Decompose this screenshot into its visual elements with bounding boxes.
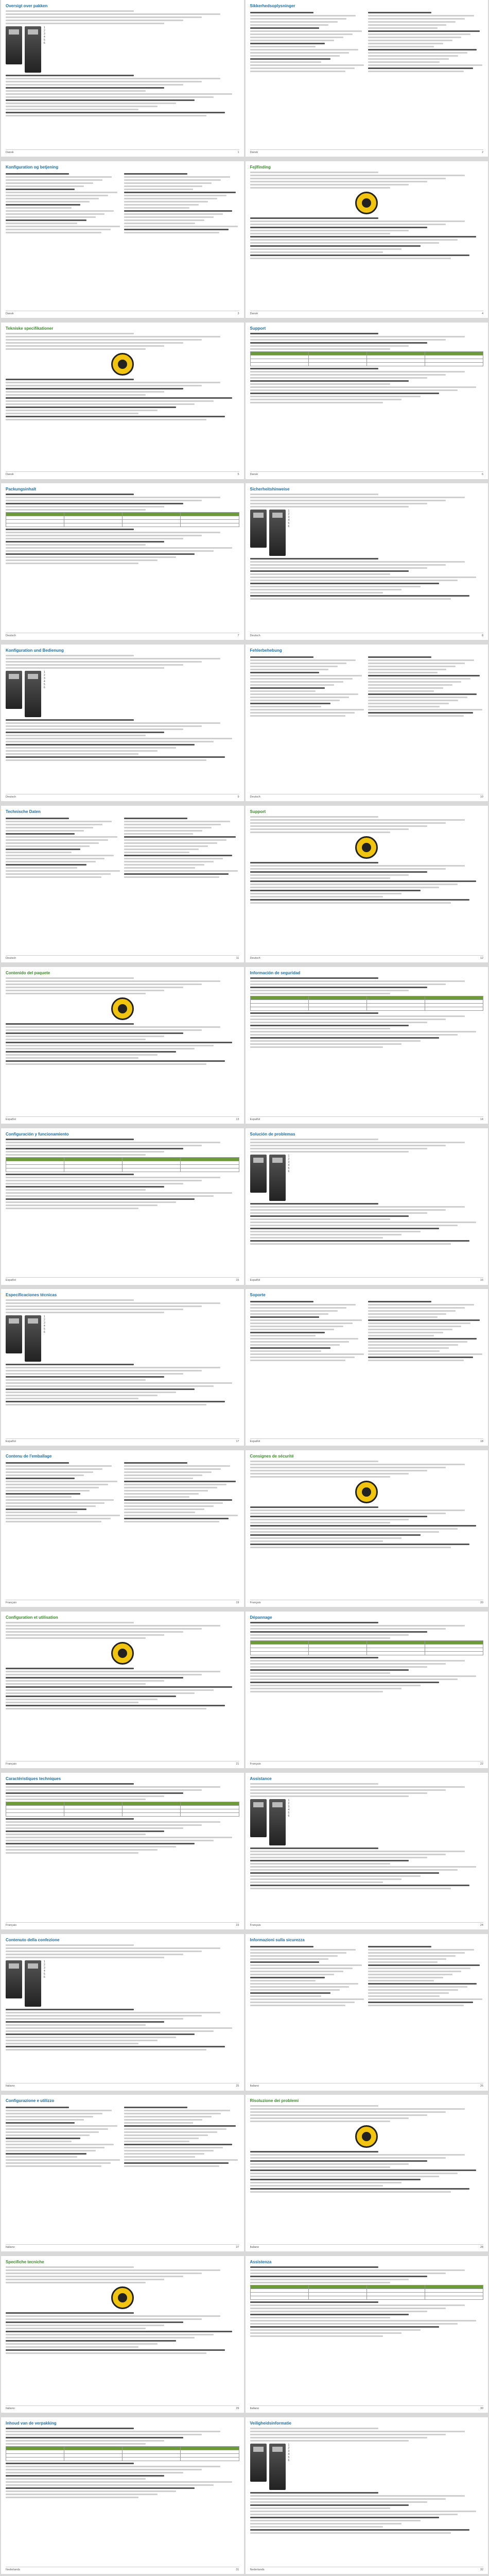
device-illustration [6, 1960, 22, 1998]
device-figure [250, 1799, 484, 1845]
page-title: Contenuto della confezione [6, 1937, 60, 1942]
spec-table [6, 2446, 239, 2461]
device-illustration [6, 1315, 22, 1353]
warning-icon [355, 2125, 378, 2148]
page-number: 29 [236, 2406, 239, 2410]
page-spread [0, 161, 489, 321]
text-block [6, 655, 239, 669]
text-block [250, 1203, 484, 1245]
manual-page-left [1, 1289, 244, 1446]
footer-language: Español [6, 1279, 16, 1282]
text-block [6, 2463, 239, 2498]
manual-page-left [1, 1773, 244, 1929]
page-title: Sicherheitshinweise [250, 487, 290, 492]
page-number: 26 [480, 2084, 483, 2088]
text-block [6, 1944, 239, 1958]
manual-page-right [246, 1934, 488, 2091]
text-block [250, 1139, 484, 1153]
page-spread [0, 323, 489, 482]
page-spread [0, 483, 489, 643]
page-number: 15 [236, 1279, 239, 1282]
page-title: Risoluzione dei problemi [250, 2098, 299, 2104]
device-figure [250, 1155, 484, 1201]
footer-language: Español [250, 1117, 260, 1121]
page-number: 1 [237, 150, 239, 154]
page-number: 19 [236, 1601, 239, 1604]
page-title: Contenu de l'emballage [6, 1454, 52, 1459]
device-figure [250, 2444, 484, 2490]
text-block [6, 2428, 239, 2445]
warning-icon [111, 997, 134, 1020]
footer-language: Deutsch [6, 634, 16, 638]
manual-page-left [1, 323, 244, 479]
page-spread [0, 2256, 489, 2416]
page-number: 18 [480, 1440, 483, 1444]
footer-language: Deutsch [250, 956, 260, 960]
page-footer [6, 312, 239, 316]
page-number: 10 [480, 795, 483, 799]
manual-page-right [246, 0, 488, 157]
footer-language: Français [250, 1762, 261, 1766]
page-number: 5 [237, 473, 239, 477]
footer-language: Italiano [250, 2084, 259, 2088]
page-title: Configurazione e utilizzo [6, 2098, 55, 2104]
text-block [250, 2151, 484, 2193]
text-block [250, 2428, 484, 2442]
page-footer [6, 2568, 239, 2572]
page-title: Dépannage [250, 1615, 272, 1620]
footer-language: Dansk [6, 312, 14, 315]
page-footer [250, 2246, 484, 2249]
spec-table [6, 1802, 239, 1817]
text-block [124, 173, 239, 233]
page-spread [0, 1612, 489, 1771]
figure-callouts: 1 2 3 4 5 6 [288, 510, 290, 529]
manual-page-right [246, 161, 488, 318]
figure-callouts: 1 2 3 4 5 6 [44, 671, 45, 690]
page-number: 2 [481, 150, 483, 154]
page-number: 20 [480, 1601, 483, 1604]
footer-language: Italiano [250, 2406, 259, 2410]
manual-page-right [246, 1289, 488, 1446]
device-figure [6, 26, 239, 73]
manual-page-right [246, 1773, 488, 1929]
page-title: Solución de problemas [250, 1131, 295, 1137]
manual-page-left [1, 2095, 244, 2251]
text-block [6, 10, 239, 24]
manual-page-right [246, 645, 488, 801]
text-block [124, 1462, 239, 1522]
page-title: Informazioni sulla sicurezza [250, 1937, 305, 1942]
text-block [250, 1657, 484, 1692]
page-title: Oversigt over pakken [6, 4, 48, 8]
page-title: Fejlfinding [250, 164, 271, 170]
manual-page-right [246, 967, 488, 1124]
footer-language: Español [6, 1440, 16, 1444]
manual-page-left [1, 2256, 244, 2413]
spec-table [250, 2285, 484, 2300]
device-illustration [25, 26, 41, 73]
text-block [250, 12, 365, 72]
text-block [6, 1299, 239, 1313]
footer-language: Dansk [250, 473, 258, 477]
device-illustration [250, 510, 267, 548]
page-footer [250, 1601, 484, 1605]
text-block [6, 75, 239, 116]
footer-language: Español [250, 1440, 260, 1444]
text-block [6, 379, 239, 420]
text-block [6, 719, 239, 761]
footer-language: Nederlands [250, 2568, 265, 2571]
text-block [124, 818, 239, 878]
figure-callouts: 1 2 3 4 5 6 [44, 26, 45, 45]
page-title: Sikkerhedsoplysninger [250, 4, 295, 8]
page-footer [6, 1924, 239, 1927]
text-block [250, 816, 484, 833]
page-spread [0, 1289, 489, 1449]
page-spread [0, 1128, 489, 1288]
text-block [6, 818, 121, 878]
manual-page-left [1, 0, 244, 157]
text-block [250, 172, 484, 189]
figure-callouts: 1 2 3 4 5 6 [288, 1154, 290, 1173]
text-block [250, 656, 365, 717]
manual-page-right [246, 2417, 488, 2574]
manual-page-right [246, 806, 488, 962]
text-block [250, 1461, 484, 1478]
page-title: Fehlerbehebung [250, 648, 282, 653]
text-block [6, 333, 239, 350]
text-block [250, 2492, 484, 2534]
page-footer [6, 473, 239, 477]
text-block [6, 2266, 239, 2283]
spec-table [6, 512, 239, 527]
page-spread [0, 0, 489, 160]
device-illustration [6, 671, 22, 709]
footer-language: Italiano [250, 2246, 259, 2249]
manual-page-left [1, 1934, 244, 2091]
page-title: Veiligheidsinformatie [250, 2421, 291, 2426]
page-spread [0, 967, 489, 1127]
page-footer [250, 151, 484, 155]
page-number: 22 [480, 1762, 483, 1766]
page-footer [6, 2084, 239, 2088]
page-footer [250, 957, 484, 960]
device-illustration [269, 510, 286, 556]
page-footer [250, 1279, 484, 1282]
footer-language: Français [6, 1601, 17, 1604]
text-block [6, 494, 239, 511]
text-block [368, 1946, 483, 2006]
footer-language: Français [6, 1923, 17, 1927]
page-number: 21 [236, 1762, 239, 1766]
page-title: Tekniske specifikationer [6, 326, 54, 331]
page-title: Caractéristiques techniques [6, 1776, 61, 1781]
manual-page-right [246, 2256, 488, 2413]
page-number: 17 [236, 1440, 239, 1444]
footer-language: Italiano [6, 2084, 15, 2088]
footer-language: Deutsch [6, 956, 16, 960]
text-block [250, 1506, 484, 1548]
text-block [368, 12, 483, 72]
page-title: Configuración y funcionamiento [6, 1131, 69, 1137]
text-block [250, 333, 484, 350]
footer-language: Français [250, 1601, 261, 1604]
text-block [250, 2105, 484, 2122]
text-block [6, 1622, 239, 1639]
page-title: Contenido del paquete [6, 970, 50, 975]
manual-page-right [246, 1128, 488, 1285]
page-number: 30 [480, 2406, 483, 2410]
page-spread [0, 2417, 489, 2576]
text-block [6, 529, 239, 564]
page-footer [250, 1440, 484, 1444]
device-illustration [25, 1960, 41, 2007]
device-illustration [25, 671, 41, 717]
manual-page-left [1, 1612, 244, 1768]
device-illustration [25, 1315, 41, 1362]
page-footer [250, 2568, 484, 2572]
device-figure [6, 671, 239, 717]
warning-icon [111, 1642, 134, 1665]
text-block [6, 1818, 239, 1854]
warning-icon [111, 353, 134, 376]
page-number: 14 [480, 1117, 483, 1121]
text-block [250, 977, 484, 994]
footer-language: Español [6, 1117, 16, 1121]
page-number: 4 [481, 312, 483, 315]
device-illustration [269, 1799, 286, 1845]
manual-page-left [1, 806, 244, 962]
device-illustration [269, 2444, 286, 2490]
text-block [124, 2107, 239, 2167]
footer-language: Deutsch [250, 795, 260, 799]
warning-icon [355, 192, 378, 214]
text-block [368, 1301, 483, 1361]
page-number: 7 [237, 634, 239, 638]
page-title: Información de seguridad [250, 970, 301, 975]
page-footer [250, 2084, 484, 2088]
manual-page-right [246, 1450, 488, 1607]
page-title: Support [250, 809, 266, 814]
figure-callouts: 1 2 3 4 5 6 [44, 1960, 45, 1979]
footer-language: Deutsch [250, 634, 260, 638]
page-number: 8 [481, 634, 483, 638]
footer-language: Dansk [250, 312, 258, 315]
page-spread [0, 2095, 489, 2255]
device-illustration [269, 1155, 286, 1201]
page-footer [6, 634, 239, 638]
warning-icon [355, 836, 378, 859]
page-title: Konfiguration und Bedienung [6, 648, 64, 653]
footer-language: Nederlands [6, 2568, 21, 2571]
figure-callouts: 1 2 3 4 5 6 [44, 1315, 45, 1334]
page-number: 24 [480, 1923, 483, 1927]
text-block [6, 1364, 239, 1405]
text-block [6, 2107, 121, 2167]
device-figure [6, 1960, 239, 2007]
page-footer [6, 151, 239, 155]
page-footer [6, 1601, 239, 1605]
text-block [250, 862, 484, 904]
page-footer [6, 2246, 239, 2249]
manual-page-left [1, 2417, 244, 2574]
page-footer [250, 1924, 484, 1927]
warning-icon [111, 2286, 134, 2309]
page-number: 12 [480, 956, 483, 960]
page-number: 28 [480, 2246, 483, 2249]
page-title: Konfiguration og betjening [6, 164, 59, 170]
spec-table [250, 1640, 484, 1655]
text-block [250, 1783, 484, 1797]
page-number: 27 [236, 2246, 239, 2249]
manual-page-left [1, 1128, 244, 1285]
device-illustration [6, 26, 22, 64]
footer-language: Dansk [250, 150, 258, 154]
page-number: 13 [236, 1117, 239, 1121]
page-number: 6 [481, 473, 483, 477]
page-title: Assistance [250, 1776, 272, 1781]
manual-page-left [1, 967, 244, 1124]
spec-table [6, 1157, 239, 1172]
page-spread [0, 1450, 489, 1610]
text-block [250, 1848, 484, 1889]
page-spread [0, 1934, 489, 2094]
text-block [250, 368, 484, 403]
page-footer [250, 473, 484, 477]
page-title: Configuration et utilisation [6, 1615, 58, 1620]
page-spread [0, 645, 489, 804]
text-block [6, 1174, 239, 1209]
page-title: Packungsinhalt [6, 487, 37, 492]
text-block [368, 656, 483, 717]
footer-language: Español [250, 1279, 260, 1282]
spec-table [250, 351, 484, 366]
page-footer [250, 1118, 484, 1122]
page-footer [6, 957, 239, 960]
page-title: Technische Daten [6, 809, 41, 814]
page-footer [6, 2407, 239, 2411]
page-footer [6, 1440, 239, 1444]
text-block [250, 494, 484, 507]
footer-language: Italiano [6, 2246, 15, 2249]
figure-callouts: 1 2 3 4 5 6 [288, 2444, 290, 2462]
page-number: 23 [236, 1923, 239, 1927]
page-number: 3 [237, 312, 239, 315]
page-title: Specifiche tecniche [6, 2260, 44, 2265]
page-number: 16 [480, 1279, 483, 1282]
text-block [6, 2009, 239, 2050]
footer-language: Italiano [6, 2406, 15, 2410]
device-illustration [250, 1155, 267, 1193]
text-block [250, 2266, 484, 2283]
text-block [250, 1301, 365, 1361]
page-footer [6, 795, 239, 799]
text-block [250, 1946, 365, 2006]
page-footer [250, 1762, 484, 1766]
page-number: 31 [236, 2568, 239, 2571]
page-title: Consignes de sécurité [250, 1454, 294, 1459]
footer-language: Dansk [6, 473, 14, 477]
text-block [6, 173, 121, 233]
text-block [6, 2312, 239, 2354]
device-illustration [250, 2444, 267, 2482]
page-spread [0, 1773, 489, 1933]
manual-page-left [1, 483, 244, 640]
footer-language: Français [250, 1923, 261, 1927]
footer-language: Deutsch [6, 795, 16, 799]
page-number: 32 [480, 2568, 483, 2571]
page-title: Especificaciones técnicas [6, 1293, 57, 1298]
page-spread [0, 806, 489, 965]
page-number: 25 [236, 2084, 239, 2088]
footer-language: Français [6, 1762, 17, 1766]
text-block [250, 1622, 484, 1639]
page-title: Soporte [250, 1293, 266, 1298]
page-number: 11 [236, 956, 239, 960]
text-block [6, 1783, 239, 1800]
manual-page-left [1, 161, 244, 318]
manual-page-left [1, 645, 244, 801]
warning-icon [355, 1481, 378, 1503]
page-footer [250, 795, 484, 799]
text-block [6, 1023, 239, 1065]
text-block [6, 1462, 121, 1522]
page-footer [6, 1279, 239, 1282]
text-block [6, 1139, 239, 1156]
device-figure [250, 510, 484, 556]
page-number: 9 [237, 795, 239, 799]
manual-page-right [246, 323, 488, 479]
page-title: Assistenza [250, 2260, 272, 2265]
text-block [250, 1012, 484, 1048]
page-title: Support [250, 326, 266, 331]
manual-page-right [246, 2095, 488, 2251]
footer-language: Dansk [6, 150, 14, 154]
text-block [6, 977, 239, 994]
manual-page-right [246, 483, 488, 640]
spec-table [250, 996, 484, 1011]
text-block [250, 217, 484, 259]
text-block [250, 558, 484, 600]
page-footer [250, 634, 484, 638]
manual-page-right [246, 1612, 488, 1768]
page-footer [250, 2407, 484, 2411]
device-illustration [250, 1799, 267, 1837]
page-footer [6, 1762, 239, 1766]
page-footer [6, 1118, 239, 1122]
page-title: Inhoud van de verpakking [6, 2421, 57, 2426]
figure-callouts: 1 2 3 4 5 6 [288, 1799, 290, 1818]
device-figure [6, 1315, 239, 1362]
manual-page-left [1, 1450, 244, 1607]
text-block [6, 1668, 239, 1709]
text-block [250, 2301, 484, 2337]
page-footer [250, 312, 484, 316]
